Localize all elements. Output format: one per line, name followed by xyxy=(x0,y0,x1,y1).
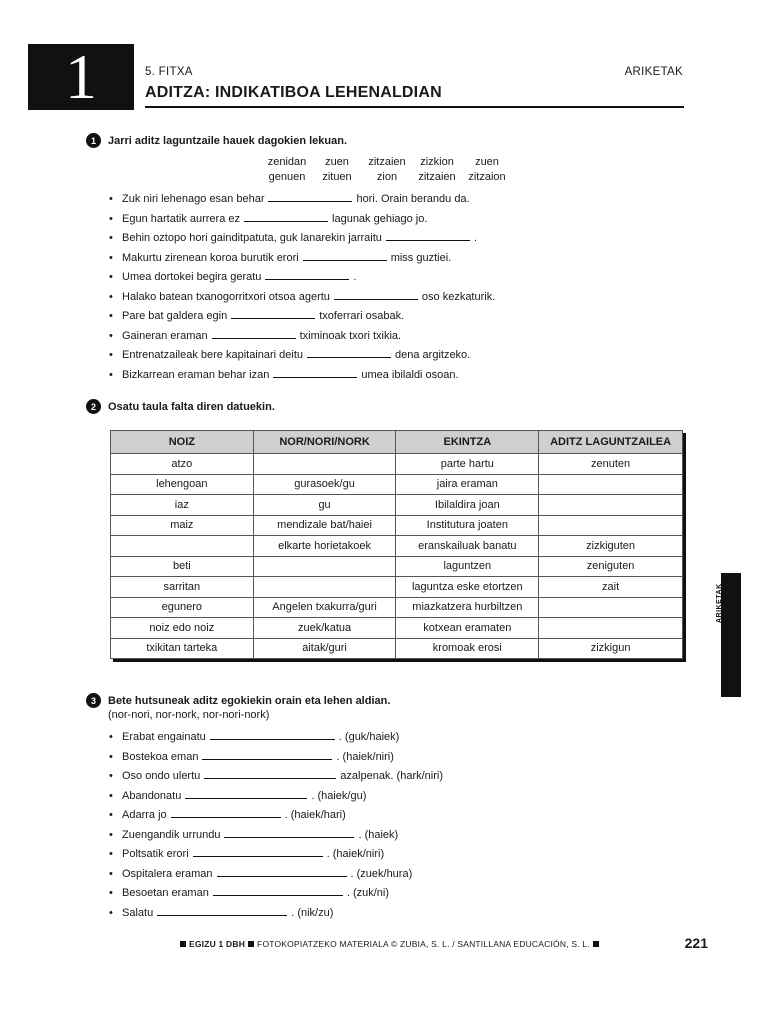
sentence-start: Ospitalera eraman xyxy=(122,867,213,880)
list-item xyxy=(107,307,495,327)
table-row xyxy=(111,556,683,577)
exercise-1-list xyxy=(107,190,495,385)
sentence-start: Poltsatik erori xyxy=(122,848,189,860)
table-cell: zait xyxy=(539,577,683,598)
square-bullet-icon xyxy=(248,941,254,947)
table-cell: zuek/katua xyxy=(253,618,396,639)
answer-blank[interactable] xyxy=(193,846,323,857)
sentence-start: Egun hartatik aurrera ez xyxy=(122,212,241,225)
answer-blank[interactable] xyxy=(268,191,352,202)
sentence-end: . xyxy=(353,271,357,283)
page-title: ADITZA: INDIKATIBOA LEHENALDIAN xyxy=(145,84,442,101)
table-row xyxy=(111,638,683,659)
title-divider xyxy=(145,106,684,108)
sentence-start: Oso ondo ulertu xyxy=(122,770,201,782)
page-number: 221 xyxy=(684,935,708,951)
table-cell: beti xyxy=(111,556,254,577)
word-bank-word: zizkion xyxy=(420,156,454,168)
table-cell: Ibilaldira joan xyxy=(396,495,539,516)
answer-blank[interactable] xyxy=(212,328,296,339)
list-item xyxy=(107,249,495,269)
word-bank-row xyxy=(262,156,512,171)
sentence-end: . xyxy=(473,232,477,244)
table-cell: kromoak erosi xyxy=(396,638,539,659)
table-cell: laguntzen xyxy=(396,556,539,577)
answer-blank[interactable] xyxy=(273,367,357,378)
exercise-3-number: 3 xyxy=(86,693,101,708)
exercise-2-heading xyxy=(86,399,275,414)
list-item xyxy=(107,268,495,288)
list-item xyxy=(107,728,443,748)
table-cell: maiz xyxy=(111,515,254,536)
exercise-3-instruction: Bete hutsuneak aditz egokiekin orain eta lehen aldian. xyxy=(108,694,391,707)
sentence-end: txoferrari osabak. xyxy=(319,310,405,322)
category-label: ARIKETAK xyxy=(624,66,683,78)
empty-answer-cell[interactable] xyxy=(539,618,683,639)
table-cell: egunero xyxy=(111,597,254,618)
list-item xyxy=(107,904,443,924)
table-row xyxy=(111,597,683,618)
word-bank xyxy=(262,156,512,186)
table-cell: laguntza eske etortzen xyxy=(396,577,539,598)
sentence-start: Erabat engainatu xyxy=(122,731,206,743)
answer-blank[interactable] xyxy=(204,768,336,779)
list-item xyxy=(107,787,443,807)
sentence-end: . (zuk/ni) xyxy=(346,887,390,899)
table-header-cell: ADITZ LAGUNTZAILEA xyxy=(539,431,683,454)
word-bank-word: zion xyxy=(376,171,398,183)
list-item xyxy=(107,366,495,386)
list-item xyxy=(107,767,443,787)
table-cell: txikitan tarteka xyxy=(111,638,254,659)
answer-blank[interactable] xyxy=(185,788,307,799)
empty-answer-cell[interactable] xyxy=(539,495,683,516)
answer-blank[interactable] xyxy=(217,866,347,877)
sentence-start: Halako batean txanogorritxori otsoa agertu xyxy=(122,290,330,303)
sentence-end: miss guztiei. xyxy=(390,251,452,264)
sentence-start: Adarra jo xyxy=(122,809,167,821)
answer-blank[interactable] xyxy=(334,289,418,300)
answer-blank[interactable] xyxy=(231,308,315,319)
sentence-start: Zuengandik urrundu xyxy=(122,828,221,841)
sentence-end: azalpenak. (hark/niri) xyxy=(340,770,443,782)
list-item xyxy=(107,210,495,230)
table-header-cell: EKINTZA xyxy=(396,431,539,454)
table-cell: kotxean eramaten xyxy=(396,618,539,639)
list-item xyxy=(107,845,443,865)
exercise-2-number: 2 xyxy=(86,399,101,414)
word-bank-word: zenidan xyxy=(267,156,307,168)
answer-blank[interactable] xyxy=(307,347,391,358)
sentence-end: . (haiek) xyxy=(358,828,399,841)
exercise-2-instruction: Osatu taula falta diren datuekin. xyxy=(108,400,275,413)
table-cell: iaz xyxy=(111,495,254,516)
sentence-end: . (zuek/hura) xyxy=(350,867,413,880)
sentence-start: Behin oztopo hori gainditpatuta, guk lanarekin jarraitu xyxy=(122,232,382,244)
answer-blank[interactable] xyxy=(244,211,328,222)
empty-answer-cell[interactable] xyxy=(539,515,683,536)
empty-answer-cell[interactable] xyxy=(253,556,396,577)
table-cell: eranskailuak banatu xyxy=(396,536,539,557)
sentence-end: umea ibilaldi osoan. xyxy=(361,368,459,381)
list-item xyxy=(107,865,443,885)
sentence-end: tximinoak txori txikia. xyxy=(299,329,402,342)
sentence-start: Zuk niri lehenago esan behar xyxy=(122,193,265,205)
table-cell: gu xyxy=(253,495,396,516)
table-row xyxy=(111,454,683,475)
sentence-end: . (haiek/gu) xyxy=(311,789,367,802)
list-item xyxy=(107,327,495,347)
word-bank-word: genuen xyxy=(268,171,306,183)
unit-number: 1 xyxy=(28,44,134,110)
answer-blank[interactable] xyxy=(210,729,335,740)
table-cell: jaira eraman xyxy=(396,474,539,495)
sentence-end: hori. Orain berandu da. xyxy=(356,193,470,205)
table-cell: zizkigun xyxy=(539,638,683,659)
word-bank-row xyxy=(262,171,512,186)
table-cell: lehengoan xyxy=(111,474,254,495)
table-cell: zizkiguten xyxy=(539,536,683,557)
word-bank-word: zitzaion xyxy=(468,171,506,183)
exercise-1-instruction: Jarri aditz laguntzaile hauek dagokien lekuan. xyxy=(108,134,348,147)
answer-blank[interactable] xyxy=(157,905,287,916)
list-item xyxy=(107,288,495,308)
empty-answer-cell[interactable] xyxy=(253,577,396,598)
word-bank-word: zuen xyxy=(475,156,499,168)
table-row xyxy=(111,515,683,536)
sentence-start: Pare bat galdera egin xyxy=(122,310,228,322)
empty-answer-cell[interactable] xyxy=(539,474,683,495)
table-cell: gurasoek/gu xyxy=(253,474,396,495)
sentence-start: Bizkarrean eraman behar izan xyxy=(122,368,270,381)
sentence-start: Salatu xyxy=(122,906,154,919)
exercise-1-number: 1 xyxy=(86,133,101,148)
table-cell: noiz edo noiz xyxy=(111,618,254,639)
table-cell: atzo xyxy=(111,454,254,475)
table-header-cell: NOIZ xyxy=(111,431,254,454)
exercise-3-heading xyxy=(86,693,390,708)
sentence-end: . (nik/zu) xyxy=(291,906,334,919)
answer-blank[interactable] xyxy=(224,827,354,838)
list-item xyxy=(107,884,443,904)
table-cell: sarritan xyxy=(111,577,254,598)
sentence-end: oso kezkaturik. xyxy=(421,290,496,303)
sentence-start: Makurtu zirenean koroa burutik erori xyxy=(122,251,299,264)
answer-blank[interactable] xyxy=(171,807,281,818)
table-cell: Angelen txakurra/guri xyxy=(253,597,396,618)
exercise-3-list xyxy=(107,728,443,923)
sentence-end: dena argitzeko. xyxy=(395,349,471,361)
list-item xyxy=(107,748,443,768)
answer-blank[interactable] xyxy=(265,269,349,280)
fitxa-label: 5. FITXA xyxy=(145,66,193,78)
answer-blank[interactable] xyxy=(386,230,470,241)
sentence-end: lagunak gehiago jo. xyxy=(332,212,428,225)
data-table xyxy=(110,430,683,659)
sentence-start: Bostekoa eman xyxy=(122,750,199,763)
table-cell: zeniguten xyxy=(539,556,683,577)
sentence-end: . (haiek/niri) xyxy=(326,848,385,860)
sentence-start: Besoetan eraman xyxy=(122,887,209,899)
table-cell: aitak/guri xyxy=(253,638,396,659)
table-cell: parte hartu xyxy=(396,454,539,475)
table-row xyxy=(111,577,683,598)
table-row xyxy=(111,536,683,557)
footer xyxy=(177,939,602,949)
answer-blank[interactable] xyxy=(213,885,343,896)
table-cell: zenuten xyxy=(539,454,683,475)
list-item xyxy=(107,806,443,826)
word-bank-word: zituen xyxy=(322,171,352,183)
table-cell: miazkatzera hurbiltzen xyxy=(396,597,539,618)
table-cell: elkarte horietakoek xyxy=(253,536,396,557)
empty-answer-cell[interactable] xyxy=(253,454,396,475)
table-row xyxy=(111,474,683,495)
sentence-end: . (guk/haiek) xyxy=(338,731,400,743)
table-cell: mendizale bat/haiei xyxy=(253,515,396,536)
sentence-start: Entrenatzaileak bere kapitainari deitu xyxy=(122,349,304,361)
sentence-start: Abandonatu xyxy=(122,789,182,802)
table-header-row xyxy=(111,431,683,454)
footer-copyright: FOTOKOPIATZEKO MATERIALA © ZUBIA, S. L. / SANTILLANA EDUCACIÓN, S. L. xyxy=(257,939,590,949)
sentence-end: . (haiek/niri) xyxy=(336,750,394,763)
answer-blank[interactable] xyxy=(202,749,332,760)
square-bullet-icon xyxy=(180,941,186,947)
word-bank-word: zitzaien xyxy=(418,171,456,183)
empty-answer-cell[interactable] xyxy=(539,597,683,618)
table-row xyxy=(111,495,683,516)
exercise-1-heading xyxy=(86,133,347,148)
list-item xyxy=(107,346,495,366)
list-item xyxy=(107,190,495,210)
answer-blank[interactable] xyxy=(303,250,387,261)
table-cell: Institutura joaten xyxy=(396,515,539,536)
word-bank-word: zuen xyxy=(325,156,349,168)
side-tab-label: ARIKETAK xyxy=(716,583,723,623)
sentence-start: Umea dortokei begira geratu xyxy=(122,271,262,283)
sentence-end: . (haiek/hari) xyxy=(284,809,346,821)
exercise-3-subtitle: (nor-nori, nor-nork, nor-nori-nork) xyxy=(108,709,270,721)
square-bullet-icon xyxy=(593,941,599,947)
word-bank-word: zitzaien xyxy=(368,156,406,168)
list-item xyxy=(107,229,495,249)
table-header-cell: NOR/NORI/NORK xyxy=(253,431,396,454)
sentence-start: Gaineran eraman xyxy=(122,329,208,342)
list-item xyxy=(107,826,443,846)
footer-book: EGIZU 1 DBH xyxy=(189,939,246,949)
empty-answer-cell[interactable] xyxy=(111,536,254,557)
table-row xyxy=(111,618,683,639)
